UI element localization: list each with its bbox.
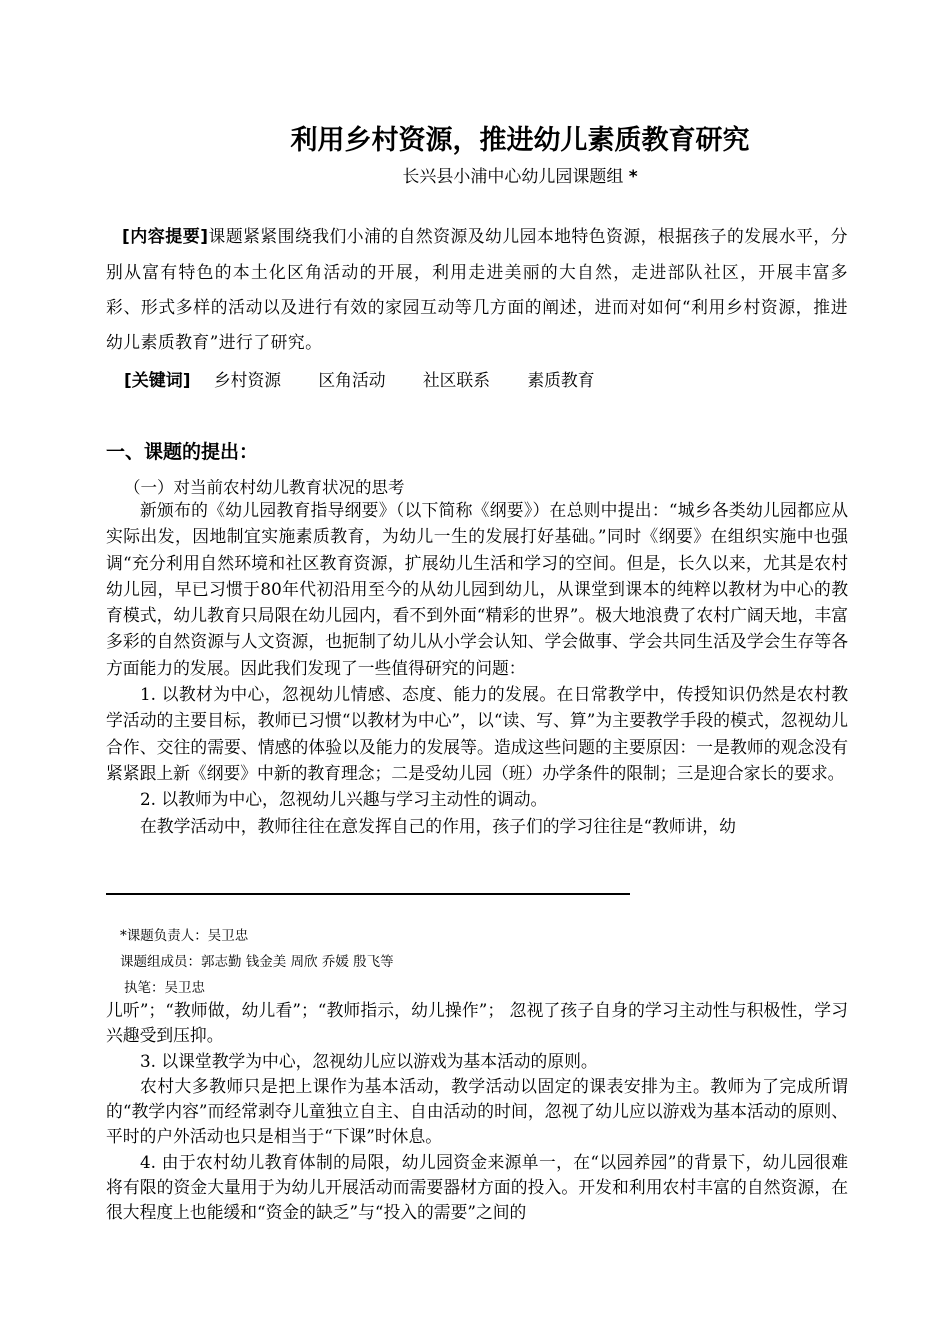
document-title: 利用乡村资源，推进幼儿素质教育研究 — [290, 125, 750, 156]
footnote-item: 执笔：吴卫忠 — [124, 980, 205, 996]
subsection-heading: （一）对当前农村幼儿教育状况的思考 — [124, 478, 405, 497]
keywords-label: [关键词] — [124, 371, 191, 391]
keywords — [124, 365, 844, 396]
footnote-item: *课题负责人：吴卫忠 — [120, 928, 249, 944]
footnote-item: 课题组成员：郭志勤 钱金美 周欣 乔媛 殷飞等 — [120, 954, 394, 970]
keyword-item: 社区联系 — [422, 370, 490, 390]
paragraph: 1. 以教材为中心，忽视幼儿情感、态度、能力的发展。在日常教学中，传授知识仍然是农村教学活动的主要目标，教师已习惯“以教材为中心”，以“读、写、算”为主要教学手段的模式，忽视幼儿合作、交往的需要、情感的体验以及能力的发展等。造成这些问题的主要原因：一是教师的观念没有紧紧跟上新《纲要》中新的教育理念；二是受幼儿园（班）办学条件的限制；三是迎合家长的要求。 — [106, 684, 848, 783]
abstract-label: [内容提要] — [122, 227, 209, 247]
body-text-main — [106, 497, 848, 839]
footnote-marker: * — [628, 167, 638, 187]
abstract-text: 课题紧紧围绕我们小浦的自然资源及幼儿园本地特色资源，根据孩子的发展水平，分别从富有特色的本土化区角活动的开展，利用走进美丽的大自然，走进部队社区，开展丰富多彩、形式多样的活动以及进行有效的家园互动等几方面的阐述，进而对如何“利用乡村资源，推进幼儿素质教育”进行了研究。 — [106, 226, 848, 352]
abstract — [106, 219, 848, 360]
section-heading: 一、课题的提出： — [106, 441, 259, 463]
paragraph: 2. 以教师为中心，忽视幼儿兴趣与学习主动性的调动。 — [140, 789, 548, 810]
paragraph: 儿听”；“教师做，幼儿看”；“教师指示，幼儿操作”； 忽视了孩子自身的学习主动性与积极性，学习兴趣受到压抑。 — [106, 1000, 848, 1046]
paragraph: 在教学活动中，教师往往在意发挥自己的作用，孩子们的学习往往是“教师讲，幼 — [140, 815, 736, 836]
body-text-continued — [106, 998, 848, 1226]
paragraph: 新颁布的《幼儿园教育指导纲要》（以下简称《纲要》）在总则中提出：“城乡各类幼儿园都应从实际出发，因地制宜实施素质教育，为幼儿一生的发展打好基础。”同时《纲要》在组织实施中也强调“充分利用自然环境和社区教育资源，扩展幼儿生活和学习的空间。但是，长久以来，尤其是农村幼儿园，早已习惯于80年代初沿用至今的从幼儿园到幼儿，从课堂到课本的纯粹以教材为中心的教育模式，幼儿教育只局限在幼儿园内，看不到外面“精彩的世界”。极大地浪费了农村广阔天地，丰富多彩的自然资源与人文资源，也扼制了幼儿从小学会认知、学会做事、学会共同生活及学会生存等各方面能力的发展。因此我们发现了一些值得研究的问题： — [106, 500, 848, 678]
author-name: 长兴县小浦中心幼儿园课题组 — [402, 167, 624, 187]
keyword-item: 素质教育 — [527, 370, 595, 390]
paragraph: 3. 以课堂教学为中心，忽视幼儿应以游戏为基本活动的原则。 — [140, 1050, 598, 1071]
author-line — [300, 162, 740, 187]
paragraph: 4. 由于农村幼儿教育体制的局限，幼儿园资金来源单一，在“以园养园”的背景下，幼儿园很难将有限的资金大量用于为幼儿开展活动而需要器材方面的投入。开发和利用农村丰富的自然资源，在很大程度上也能缓和“资金的缺乏”与“投入的需要”之间的 — [106, 1151, 848, 1223]
paragraph: 农村大多教师只是把上课作为基本活动，教学活动以固定的课表安排为主。教师为了完成所谓的“教学内容”而经常剥夺儿童独立自主、自由活动的时间，忽视了幼儿应以游戏为基本活动的原则、平时的户外活动也只是相当于“下课”时休息。 — [106, 1075, 848, 1147]
footnote-separator — [106, 893, 630, 895]
keyword-item: 区角活动 — [318, 370, 386, 390]
footnotes — [120, 923, 720, 1001]
keyword-item: 乡村资源 — [213, 370, 282, 390]
